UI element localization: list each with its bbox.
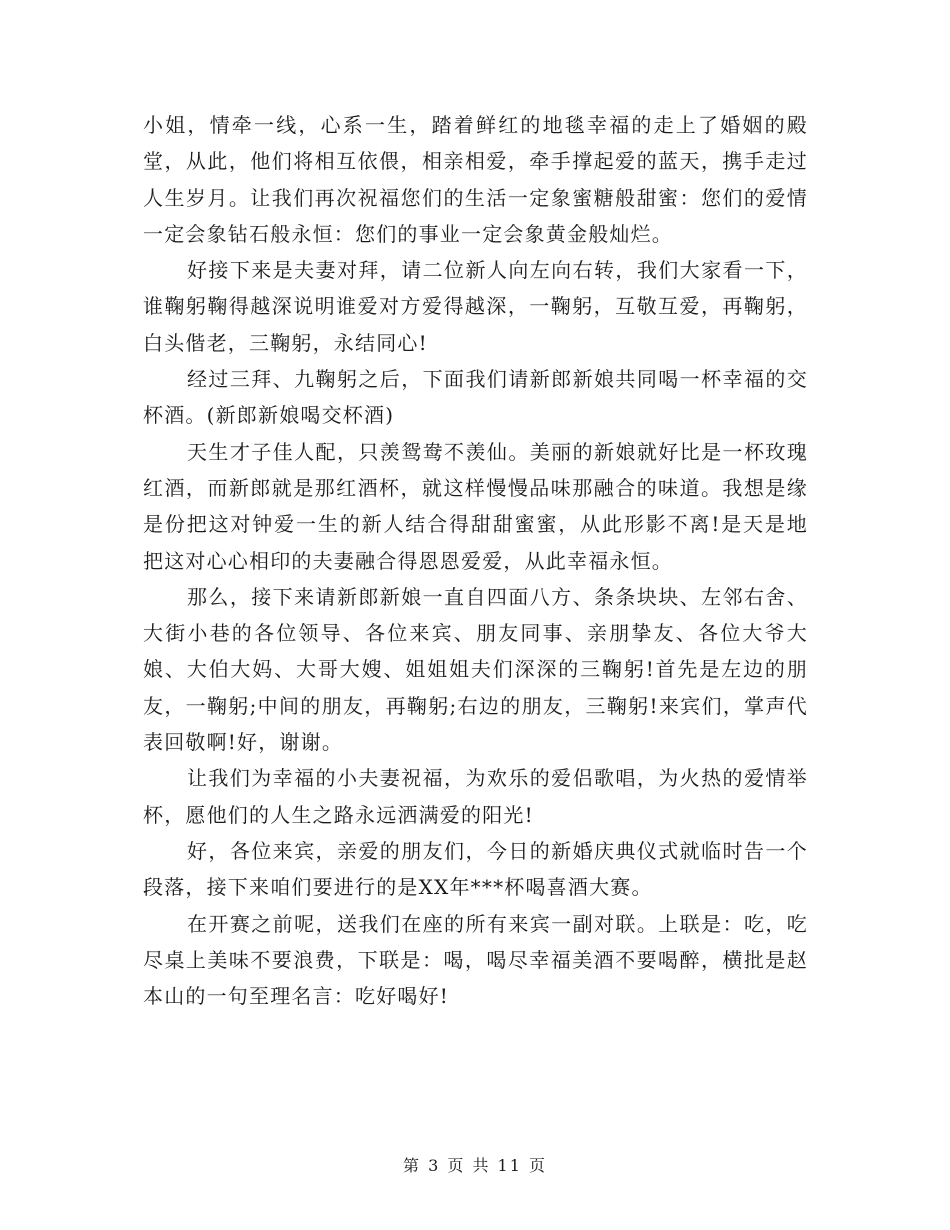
paragraph-2: 好接下来是夫妻对拜，请二位新人向左向右转，我们大家看一下，谁鞠躬鞠得越深说明谁爱对方爱得越深，一鞠躬，互敬互爱，再鞠躬，白头偕老，三鞠躬，永结同心!	[143, 258, 808, 355]
paragraph-6: 让我们为幸福的小夫妻祝福，为欢乐的爱侣歌唱，为火热的爱情举杯，愿他们的人生之路永远洒满爱的阳光!	[143, 766, 808, 827]
paragraph-1: 小姐，情牵一线，心系一生，踏着鲜红的地毯幸福的走上了婚姻的殿堂，从此，他们将相互依偎，相亲相爱，牵手撑起爱的蓝天，携手走过人生岁月。让我们再次祝福您们的生活一定象蜜糖般甜蜜：您们的爱情一定会象钻石般永恒：您们的事业一定会象黄金般灿烂。	[143, 113, 808, 246]
paragraph-7: 好，各位来宾，亲爱的朋友们，今日的新婚庆典仪式就临时告一个段落，接下来咱们要进行的是XX年***杯喝喜酒大赛。	[143, 838, 808, 900]
paragraph-8: 在开赛之前呢，送我们在座的所有来宾一副对联。上联是：吃，吃尽桌上美味不要浪费，下联是：喝，喝尽幸福美酒不要喝醉，横批是赵本山的一句至理名言：吃好喝好!	[143, 911, 808, 1009]
paragraph-3: 经过三拜、九鞠躬之后，下面我们请新郎新娘共同喝一杯幸福的交杯酒。(新郎新娘喝交杯酒)	[143, 367, 808, 428]
page-footer	[0, 1153, 950, 1176]
paragraph-5: 那么，接下来请新郎新娘一直自四面八方、条条块块、左邻右舍、大街小巷的各位领导、各位来宾、朋友同事、亲朋挚友、各位大爷大娘、大伯大妈、大哥大嫂、姐姐姐夫们深深的三鞠躬!首先是左边的朋友，一鞠躬;中间的朋友，再鞠躬;右边的朋友，三鞠躬!来宾们，掌声代表回敬啊!好，谢谢。	[143, 584, 808, 755]
paragraph-4: 天生才子佳人配，只羡鸳鸯不羡仙。美丽的新娘就好比是一杯玫瑰红酒，而新郎就是那红酒杯，就这样慢慢品味那融合的味道。我想是缘是份把这对钟爱一生的新人结合得甜甜蜜蜜，从此形影不离!是天是地把这对心心相印的夫妻融合得恩恩爱爱，从此幸福永恒。	[143, 439, 808, 573]
page-number-label: 第 3 页 共 11 页	[403, 1156, 547, 1175]
document-body	[143, 107, 808, 1014]
